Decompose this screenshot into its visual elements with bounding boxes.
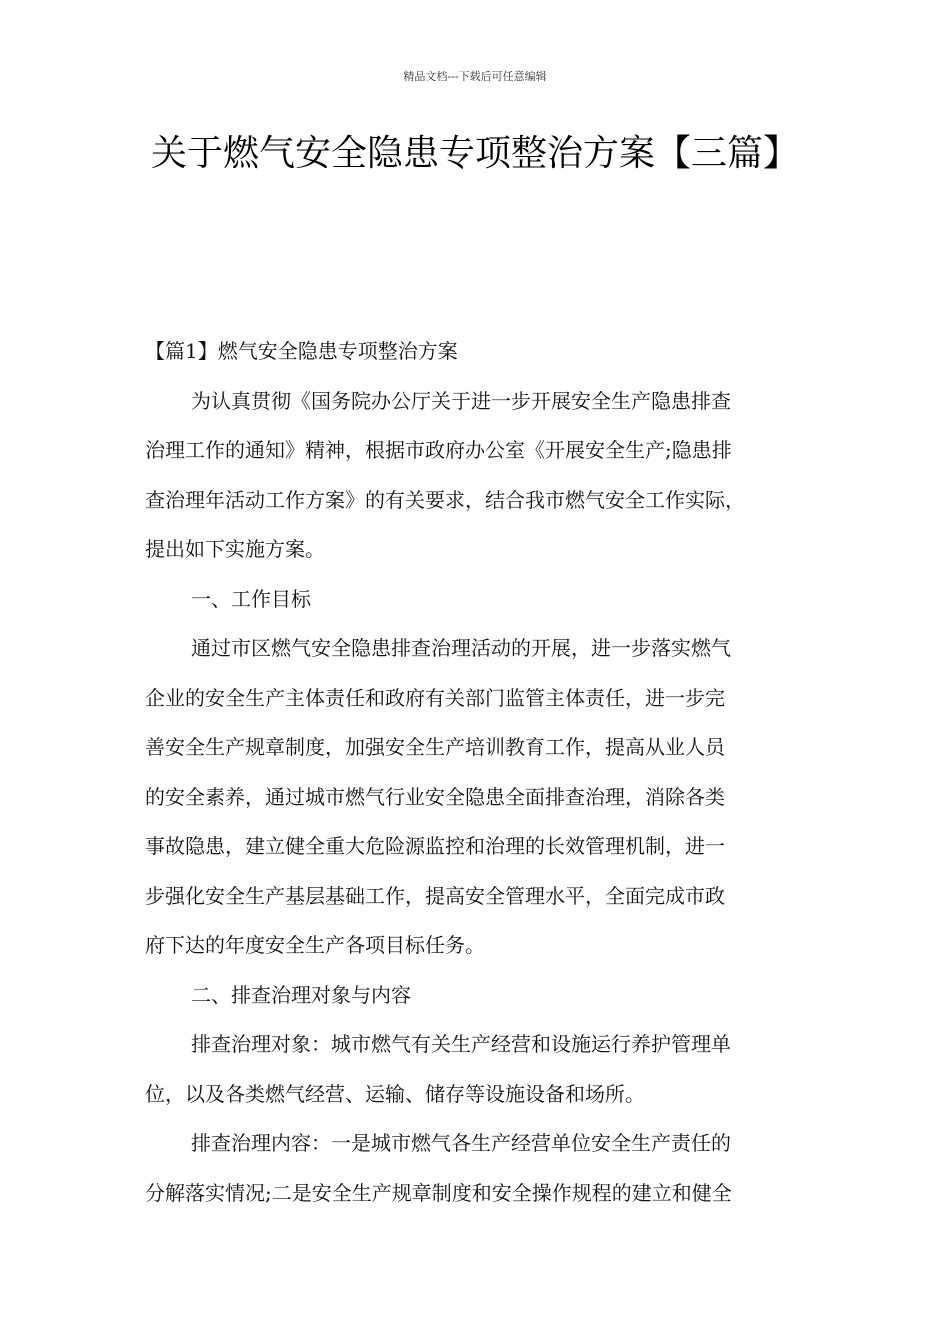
paragraph-line: 位，以及各类燃气经营、运输、储存等设施设备和场所。: [145, 1081, 645, 1106]
header-note: 精品文档---下载后可任意编辑: [403, 70, 547, 83]
paragraph-line: 分解落实情况;二是安全生产规章制度和安全操作规程的建立和健全: [145, 1180, 732, 1205]
document-title: 关于燃气安全隐患专项整治方案【三篇】: [150, 133, 799, 174]
paragraph-line: 排查治理内容：一是城市燃气各生产经营单位安全生产责任的: [191, 1131, 731, 1155]
paragraph-line: 企业的安全生产主体责任和政府有关部门监管主体责任，进一步完: [145, 685, 725, 710]
paragraph-line: 查治理年活动工作方案》的有关要求，结合我市燃气安全工作实际，: [145, 487, 745, 512]
subsection-heading: 二、排查治理对象与内容: [191, 982, 411, 1007]
paragraph-line: 府下达的年度安全生产各项目标任务。: [145, 933, 485, 957]
document-body: [145, 336, 821, 1227]
paragraph-line: 治理工作的通知》精神，根据市政府办公室《开展安全生产;隐患排: [145, 438, 732, 462]
section-heading: 【篇1】燃气安全隐患专项整治方案: [145, 339, 458, 363]
paragraph-line: 提出如下实施方案。: [145, 537, 325, 561]
subsection-heading: 一、工作目标: [191, 586, 311, 611]
paragraph-line: 排查治理对象：城市燃气有关生产经营和设施运行养护管理单: [191, 1032, 731, 1056]
paragraph-line: 通过市区燃气安全隐患排查治理活动的开展，进一步落实燃气: [191, 636, 731, 660]
paragraph-line: 事故隐患，建立健全重大危险源监控和治理的长效管理机制，进一: [145, 834, 725, 858]
paragraph-line: 善安全生产规章制度，加强安全生产培训教育工作，提高从业人员: [145, 735, 725, 759]
paragraph-line: 的安全素养，通过城市燃气行业安全隐患全面排查治理，消除各类: [145, 784, 725, 809]
paragraph-line: 为认真贯彻《国务院办公厅关于进一步开展安全生产隐患排查: [191, 388, 731, 413]
paragraph-line: 步强化安全生产基层基础工作，提高安全管理水平，全面完成市政: [145, 883, 725, 908]
